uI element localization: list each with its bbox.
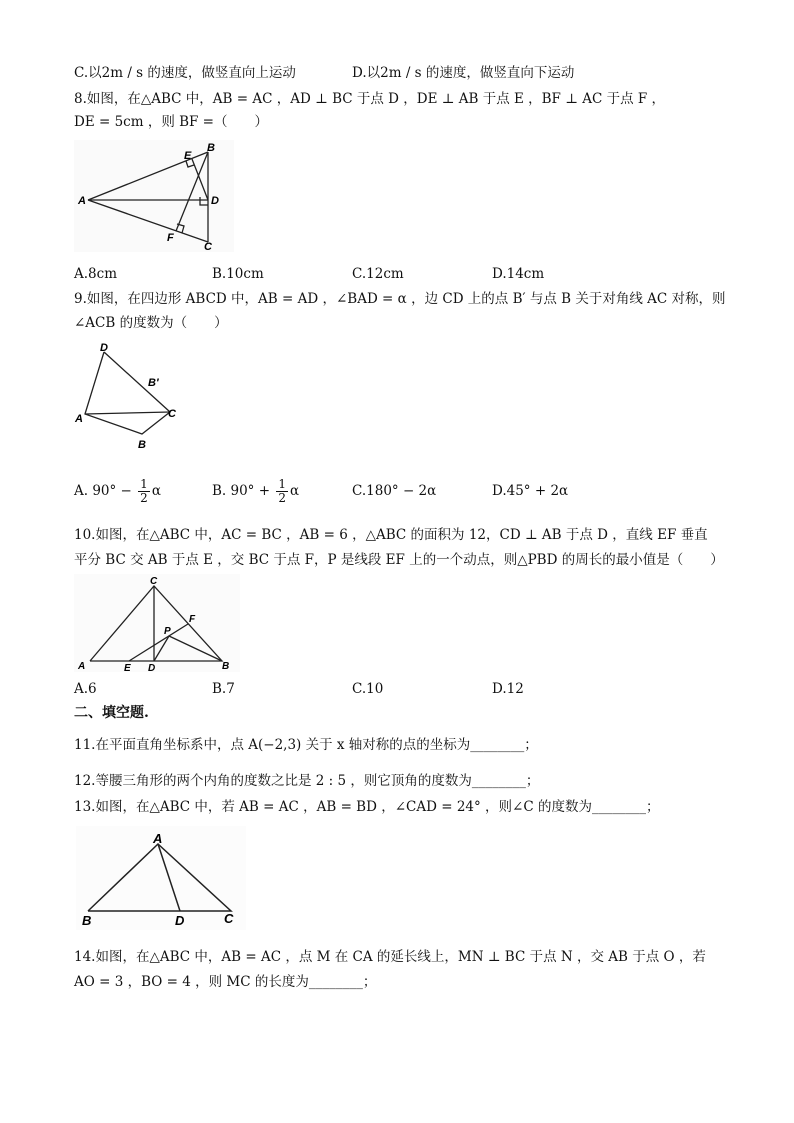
q8-label-f: F [167,232,174,244]
q8-label-b: B [207,142,215,154]
q9-quadrilateral [85,352,170,434]
q10-option-c[interactable]: C.10 [352,681,384,697]
q10-label-a: A [78,661,86,672]
q8-option-a[interactable]: A.8cm [74,266,117,282]
q9-option-a-text: A. 90° − [74,483,132,499]
q8-label-e: E [184,150,192,162]
q10-label-d: D [148,663,156,672]
q10-option-d[interactable]: D.12 [492,681,524,697]
q7-option-c[interactable]: C.以2m / s 的速度，做竖直向上运动 [74,65,296,81]
q13-figure [76,826,246,930]
q9-label-c: C [168,408,176,420]
q9-label-b: B [138,439,146,451]
q13-label-c: C [224,911,234,926]
q9-figure [72,338,192,456]
q10-stem-line2: 平分 BC 交 AB 于点 E ，交 BC 于点 F，P 是线段 EF 上的一个动点，则△PBD 的周长的最小值是（ ） [74,552,724,568]
q9-option-b-numerator: 1 [278,477,286,491]
q9-option-b-fraction [276,478,288,505]
q9-option-b-text: B. 90° + [212,483,271,499]
q10-label-c: C [150,576,158,587]
q9-option-b-denominator: 2 [278,491,286,505]
q9-label-b-prime: B′ [148,377,159,389]
q9-label-d: D [100,342,108,354]
q9-option-b[interactable] [212,476,299,506]
q9-label-a: A [75,413,83,425]
q10-stem-line1: 10.如图，在△ABC 中，AC = BC ，AB = 6 ，△ABC 的面积为 12，CD ⊥ AB 于点 D ，直线 EF 垂直 [74,527,708,543]
q9-option-a[interactable] [74,476,161,506]
q8-option-b[interactable]: B.10cm [212,266,264,282]
q11-text: 11.在平面直角坐标系中，点 A(−2,3) 关于 x 轴对称的点的坐标为________； [74,737,538,753]
q8-option-d[interactable]: D.14cm [492,266,545,282]
q10-option-b[interactable]: B.7 [212,681,235,697]
q13-label-d: D [175,913,185,928]
q10-figure [74,574,240,672]
q8-label-a: A [78,195,86,207]
q9-option-a-alpha: α [151,483,161,499]
q8-stem-line1: 8.如图，在△ABC 中，AB = AC ，AD ⊥ BC 于点 D ，DE ⊥ AB 于点 E ，BF ⊥ AC 于点 F ， [74,91,666,107]
q13-label-a: A [153,831,163,846]
q14-stem-line1: 14.如图，在△ABC 中，AB = AC ，点 M 在 CA 的延长线上，MN ⊥ BC 于点 N ，交 AB 于点 O ，若 [74,949,706,965]
q8-option-c[interactable]: C.12cm [352,266,404,282]
q9-option-d[interactable]: D.45° + 2α [492,483,569,499]
q13-text: 13.如图，在△ABC 中，若 AB = AC ，AB = BD ，∠CAD = 24° ，则∠C 的度数为________； [74,799,660,815]
q10-label-e: E [124,663,131,672]
section-fill-in-blank-heading: 二、填空题. [74,705,149,721]
q7-option-d[interactable]: D.以2m / s 的速度，做竖直向下运动 [352,65,575,81]
q13-label-b: B [82,913,92,928]
q10-option-a[interactable]: A.6 [74,681,97,697]
q8-figure [74,140,234,252]
q10-label-b: B [222,661,230,672]
q14-stem-line2: AO = 3 ，BO = 4 ，则 MC 的长度为________； [74,974,377,990]
q8-stem-line2: DE = 5cm ，则 BF =（ ） [74,114,268,130]
q9-stem-line2: ∠ACB 的度数为（ ） [74,315,228,331]
q9-option-c[interactable]: C.180° − 2α [352,483,437,499]
q9-stem-line1: 9.如图，在四边形 ABCD 中，AB = AD ，∠BAD = α ，边 CD 上的点 B′ 与点 B 关于对角线 AC 对称，则 [74,291,726,307]
q10-label-p: P [164,626,171,637]
q9-option-a-numerator: 1 [140,477,148,491]
q9-diagonal-ac [85,412,170,414]
q12-text: 12.等腰三角形的两个内角的度数之比是 2 : 5 ，则它顶角的度数为________； [74,773,540,789]
q9-option-b-alpha: α [289,483,300,499]
q10-label-f: F [189,614,196,625]
q8-label-c: C [204,241,212,252]
q9-option-a-denominator: 2 [140,491,148,505]
q8-label-d: D [211,195,219,207]
q9-option-a-fraction [138,478,150,505]
